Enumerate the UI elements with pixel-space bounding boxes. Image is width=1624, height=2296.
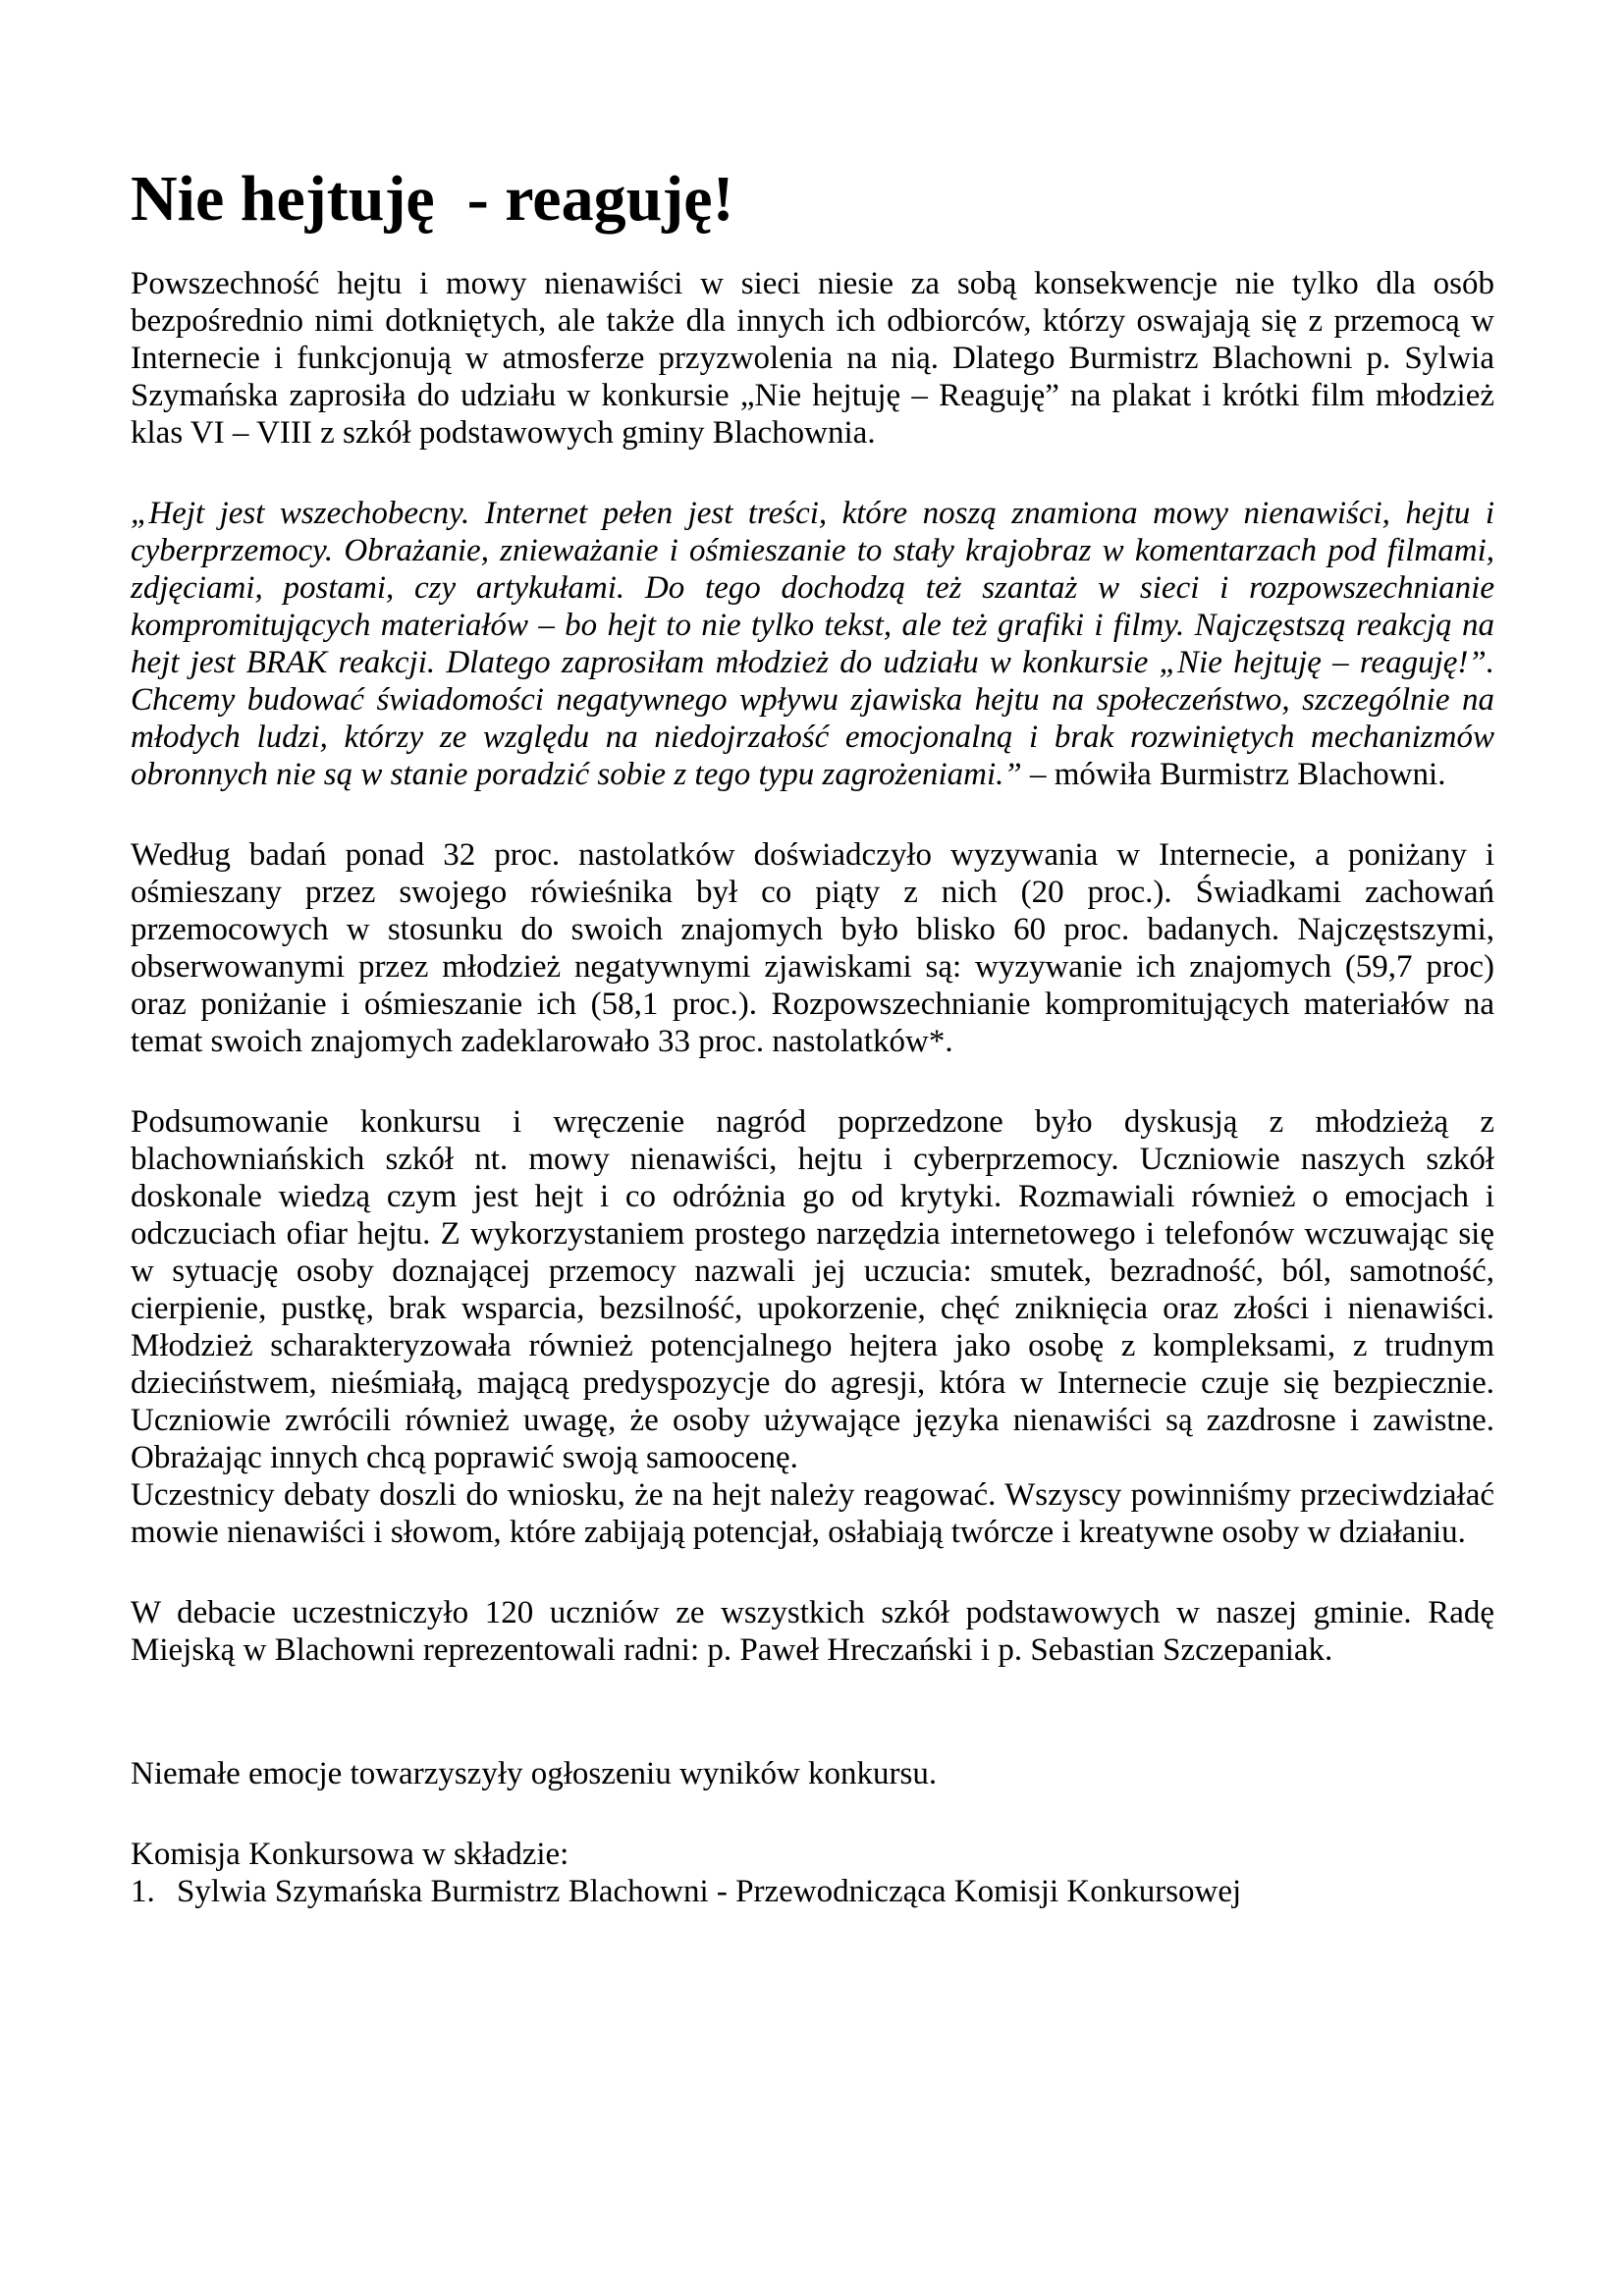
list-item [131, 1873, 1494, 1910]
document-title [131, 163, 1494, 235]
paragraph-emotions: Niemałe emocje towarzyszyły ogłoszeniu wyników konkursu. [131, 1756, 938, 1791]
paragraph-debate: W debacie uczestniczyło 120 uczniów ze wszystkich szkół podstawowych w naszej gminie. Radę Miejską w Blachowni reprezentowali radni: p. Paweł Hreczański i p. Sebastian Szczepaniak. [131, 1595, 1494, 1668]
quote-attribution: – mówiła Burmistrz Blachowni. [1021, 757, 1446, 792]
paragraph-summary: Podsumowanie konkursu i wręczenie nagród poprzedzone było dyskusją z młodzieżą z blachowniańskich szkół nt. mowy nienawiści, hejtu i cyberprzemocy. Uczniowie naszych szkół doskonale wiedzą czym jest hejt i co odróżnia go od krytyki. Rozmawiali również o emocjach i odczuciach ofiar hejtu. Z wykorzystaniem prostego narzędzia internetowego i telefonów wczuwając się w sytuację osoby doznającej przemocy nazwali jej uczucia: smutek, bezradność, ból, samotność, cierpienie, pustkę, brak wsparcia, bezsilność, upokorzenie, chęć zniknięcia oraz złości i nienawiści. Młodzież scharakteryzowała również potencjalnego hejtera jako osobę z kompleksami, z trudnym dzieciństwem, nieśmiałą, mającą predyspozycje do agresji, która w Internecie czuje się bezpiecznie. Uczniowie zwrócili również uwagę, że osoby używające języka nienawiści są zazdrosne i zawistne. Obrażając innych chcą poprawić swoją samoocenę. [131, 1104, 1494, 1475]
quote-text: „Hejt jest wszechobecny. Internet pełen jest treści, które noszą znamiona mowy nienawiści, hejtu i cyberprzemocy. Obrażanie, znieważanie i ośmieszanie to stały krajobraz w komentarzach pod filmami, zdjęciami, postami, czy artykułami. Do tego dochodzą też szantaż w sieci i rozpowszechnianie kompromitujących materiałów – bo hejt to nie tylko tekst, ale też grafiki i filmy. Najczęstszą reakcją na hejt jest BRAK reakcji. Dlatego zaprosiłam młodzież do udziału w konkursie „Nie hejtuję – reaguję!”. Chcemy budować świadomości negatywnego wpływu zjawiska hejtu na społeczeństwo, szczególnie na młodych ludzi, którzy ze względu na niedojrzałość emocjonalną i brak rozwiniętych mechanizmów obronnych nie są w stanie poradzić sobie z tego typu zagrożeniami.” [131, 496, 1494, 792]
paragraph-statistics: Według badań ponad 32 proc. nastolatków doświadczyło wyzywania w Internecie, a poniżany i ośmieszany przez swojego rówieśnika był co piąty z nich (20 proc.). Świadkami zachowań przemocowych w stosunku do swoich znajomych było blisko 60 proc. badanych. Najczęstszymi, obserwowanymi przez młodzież negatywnymi zjawiskami są: wyzywanie ich znajomych (59,7 proc) oraz poniżanie i ośmieszanie ich (58,1 proc.). Rozpowszechnianie kompromitujących materiałów na temat swoich znajomych zadeklarowało 33 proc. nastolatków*. [131, 837, 1494, 1059]
paragraph-committee-header: Komisja Konkursowa w składzie: [131, 1837, 569, 1872]
list-item-text: Sylwia Szymańska Burmistrz Blachowni - Przewodnicząca Komisji Konkursowej [177, 1874, 1242, 1909]
list-item-number: 1. [131, 1874, 155, 1909]
document-title-text: Nie hejtuję - reaguję! [131, 163, 734, 235]
paragraph-conclusion: Uczestnicy debaty doszli do wniosku, że na hejt należy reagować. Wszyscy powinniśmy przeciwdziałać mowie nienawiści i słowom, które zabijają potencjał, osłabiają twórcze i kreatywne osoby w działaniu. [131, 1477, 1494, 1550]
paragraph-intro: Powszechność hejtu i mowy nienawiści w sieci niesie za sobą konsekwencje nie tylko dla osób bezpośrednio nimi dotkniętych, ale także dla innych ich odbiorców, którzy oswajają się z przemocą w Internecie i funkcjonują w atmosferze przyzwolenia na nią. Dlatego Burmistrz Blachowni p. Sylwia Szymańska zaprosiła do udziału w konkursie „Nie hejtuję – Reaguję” na plakat i krótki film młodzież klas VI – VIII z szkół podstawowych gminy Blachownia. [131, 266, 1494, 451]
paragraph-quote [131, 495, 1494, 793]
committee-list [131, 1873, 1494, 1910]
